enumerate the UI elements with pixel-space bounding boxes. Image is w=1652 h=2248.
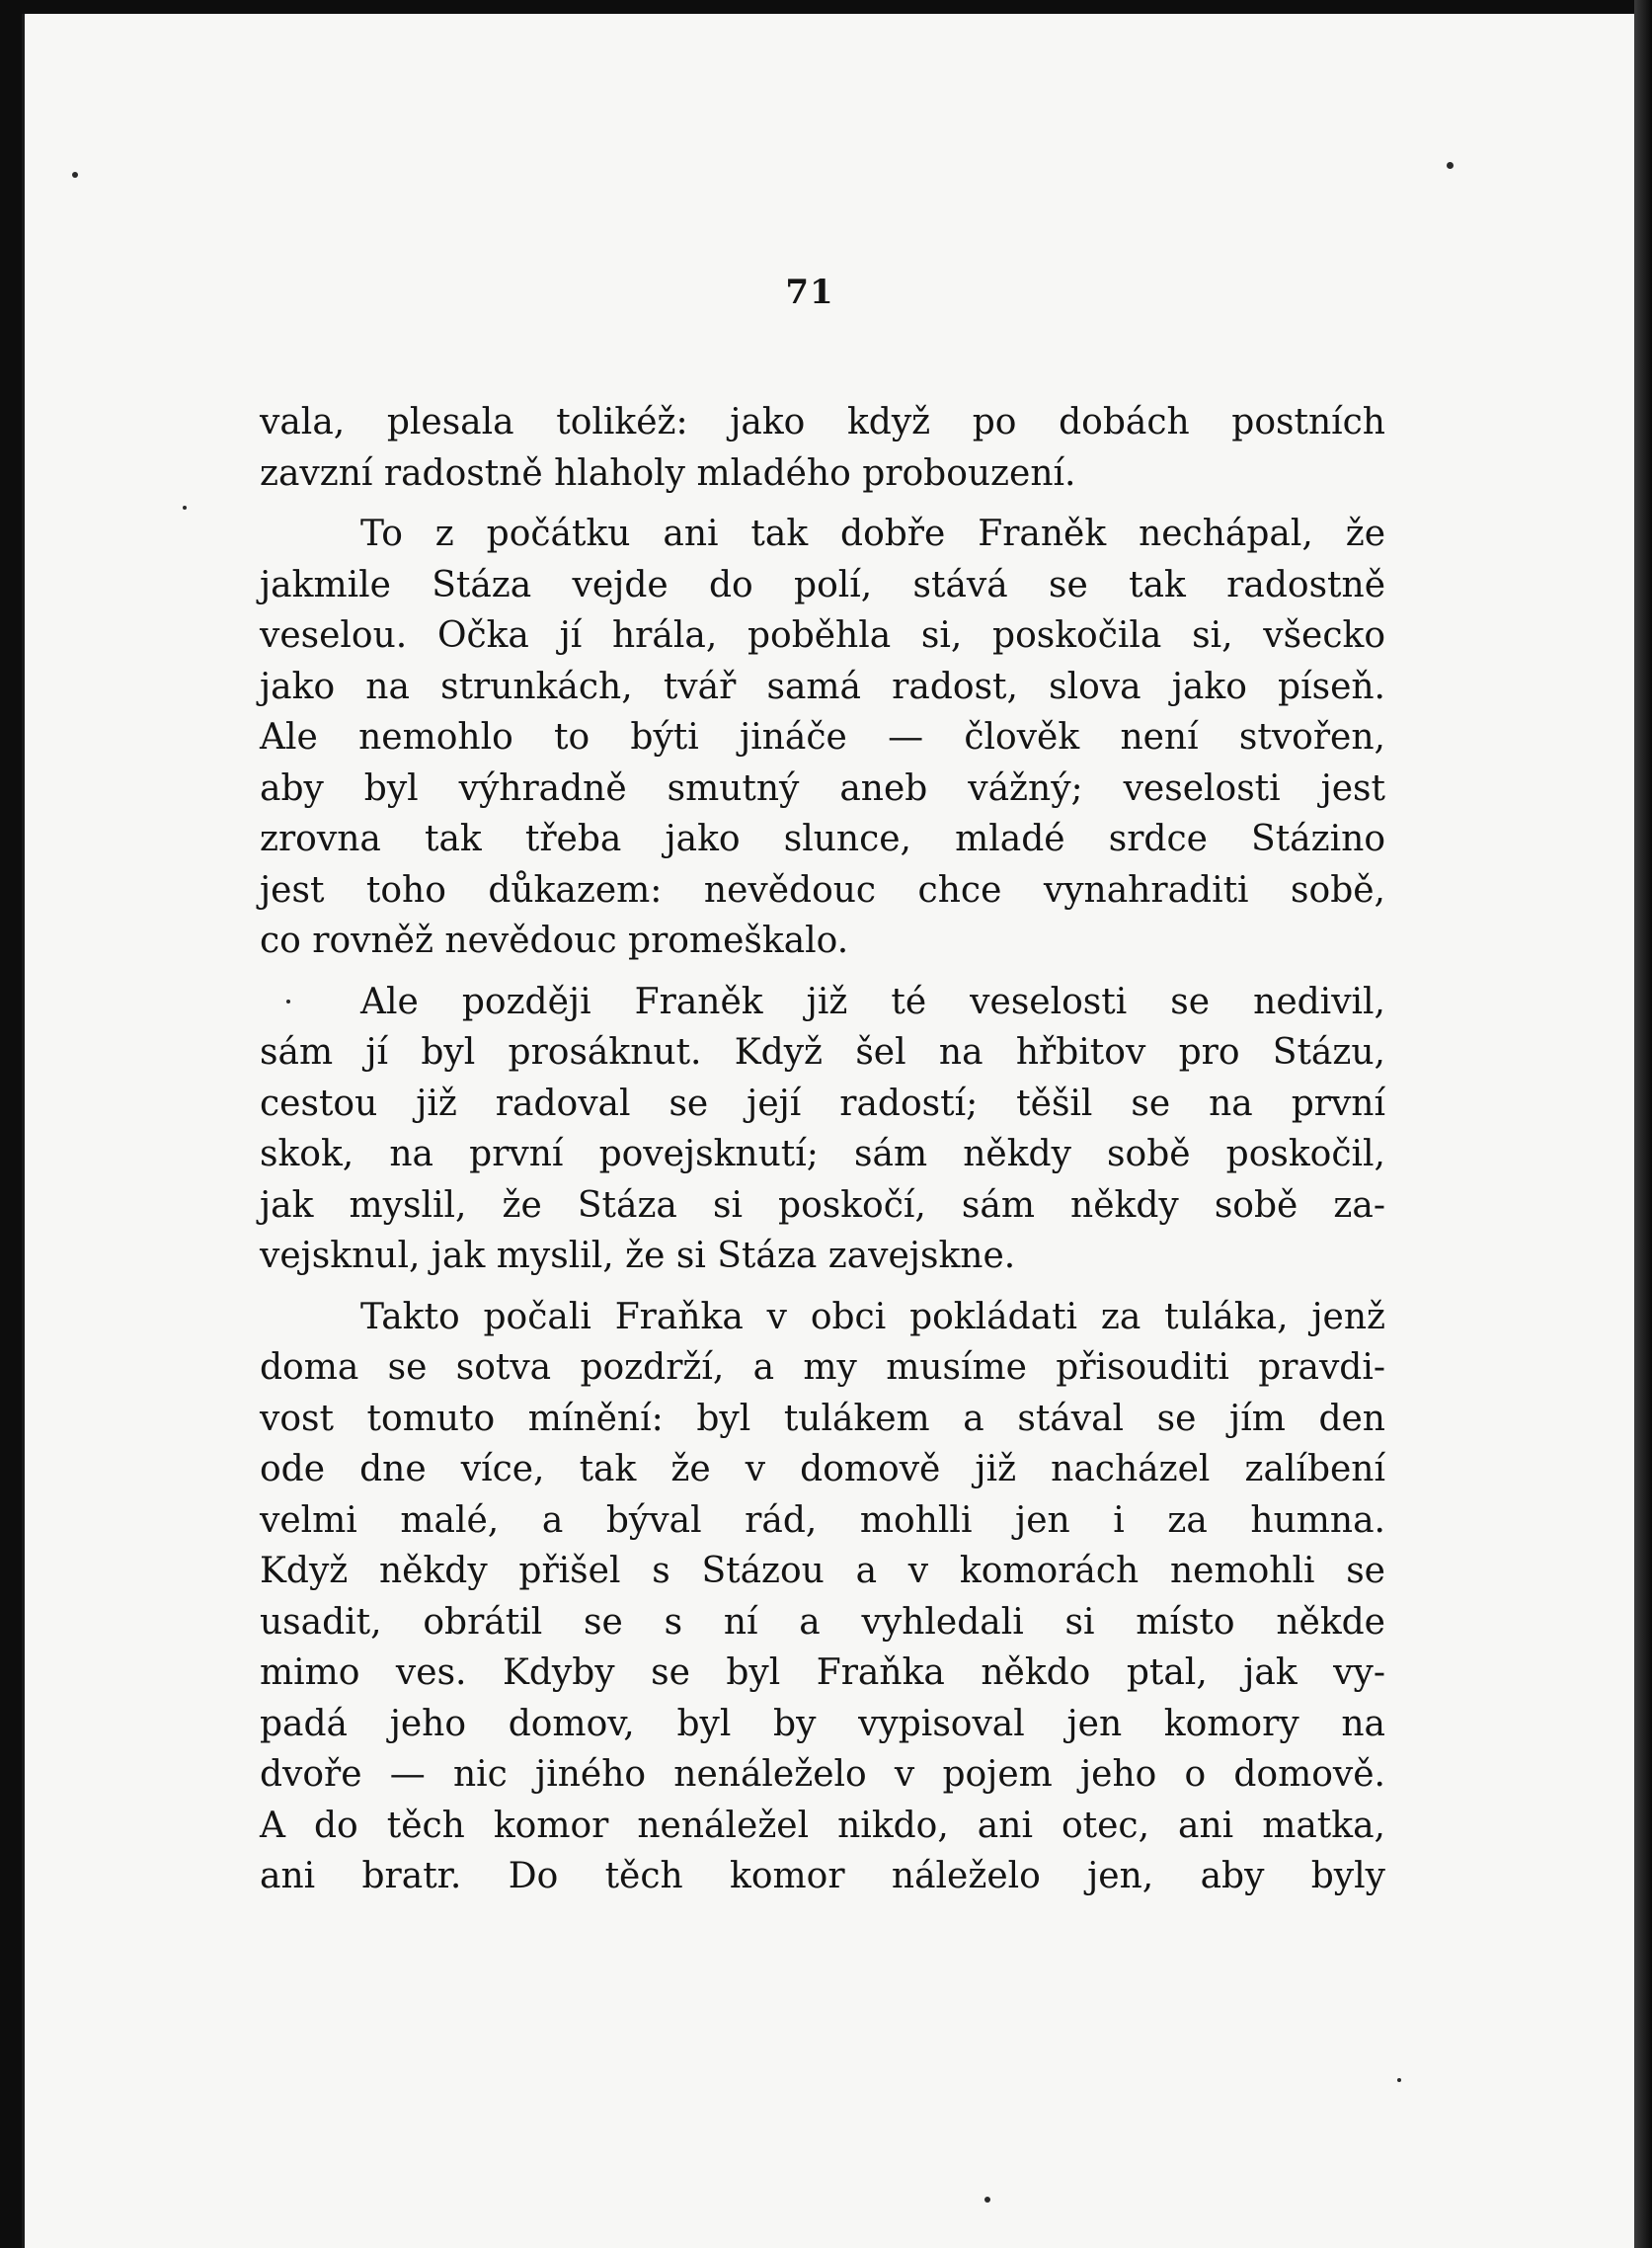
- text-line: dvoře — nic jiného nenáleželo v pojem jeho o domově.: [260, 1754, 1385, 1795]
- text-line: velmi malé, a býval rád, mohlli jen i za humna.: [260, 1499, 1385, 1541]
- text-line: padá jeho domov, byl by vypisoval jen komory na: [260, 1703, 1385, 1744]
- text-line: ani bratr. Do těch komor náleželo jen, aby byly: [260, 1856, 1385, 1896]
- text-line: zrovna tak třeba jako slunce, mladé srdce Stázino: [260, 819, 1385, 859]
- text-line: To z počátku ani tak dobře Franěk nechápal, že: [360, 514, 1385, 554]
- text-line: cestou již radoval se její radostí; těšil se na první: [260, 1083, 1385, 1124]
- scan-speck: [1447, 162, 1454, 169]
- page-edge-shadow: [1634, 0, 1652, 2248]
- scan-speck: [183, 506, 187, 510]
- text-line: usadit, obrátil se s ní a vyhledali si místo někde: [260, 1601, 1385, 1643]
- text-line: zavzní radostně hlaholy mladého probouzení.: [260, 452, 1076, 494]
- paragraph-3: [260, 977, 1385, 1282]
- body-text: [260, 397, 1385, 1902]
- text-line: vejsknul, jak myslil, že si Stáza zavejskne.: [260, 1236, 1016, 1276]
- text-line: aby byl výhradně smutný aneb vážný; veselosti jest: [260, 767, 1385, 809]
- text-line: sám jí byl prosáknut. Když šel na hřbitov pro Stázu,: [260, 1032, 1385, 1073]
- paragraph-1: [260, 397, 1385, 499]
- text-line: jak myslil, že Stáza si poskočí, sám někdy sobě za-: [260, 1184, 1385, 1226]
- text-line: doma se sotva pozdrží, a my musíme přisouditi pravdi-: [260, 1347, 1385, 1388]
- text-line: Když někdy přišel s Stázou a v komorách nemohli se: [260, 1551, 1385, 1591]
- scan-speck: [1397, 2078, 1401, 2082]
- text-line: veselou. Očka jí hrála, poběhla si, poskočila si, všecko: [260, 615, 1385, 656]
- text-line: Ale později Franěk již té veselosti se nedivil,: [360, 981, 1385, 1022]
- book-page: [22, 14, 1637, 2248]
- text-line: vala, plesala tolikéž: jako když po dobách postních: [260, 402, 1385, 442]
- scan-speck: [984, 2197, 990, 2203]
- text-line: jakmile Stáza vejde do polí, stává se tak radostně: [260, 564, 1385, 605]
- text-line: Takto počali Fraňka v obci pokládati za tuláka, jenž: [360, 1296, 1385, 1337]
- text-line: Ale nemohlo to býti jináče — člověk není stvořen,: [260, 717, 1385, 758]
- scan-speck: [72, 172, 78, 178]
- text-line: ode dne více, tak že v domově již nacházel zalíbení: [260, 1449, 1385, 1489]
- text-line: skok, na první povejsknutí; sám někdy sobě poskočil,: [260, 1134, 1385, 1174]
- text-line: jest toho důkazem: nevědouc chce vynahraditi sobě,: [260, 869, 1385, 911]
- scan-speck: [286, 1000, 290, 1004]
- text-line: vost tomuto mínění: byl tulákem a stával se jím den: [260, 1398, 1385, 1439]
- text-line: mimo ves. Kdyby se byl Fraňka někdo ptal, jak vy-: [260, 1652, 1385, 1693]
- text-line: co rovněž nevědouc promeškalo.: [260, 921, 849, 961]
- text-line: A do těch komor nenáležel nikdo, ani otec, ani matka,: [260, 1805, 1385, 1846]
- text-line: jako na strunkách, tvář samá radost, slova jako píseň.: [260, 666, 1385, 707]
- paragraph-2: [260, 509, 1385, 967]
- paragraph-4: [260, 1292, 1385, 1902]
- page-number: 71: [785, 273, 834, 312]
